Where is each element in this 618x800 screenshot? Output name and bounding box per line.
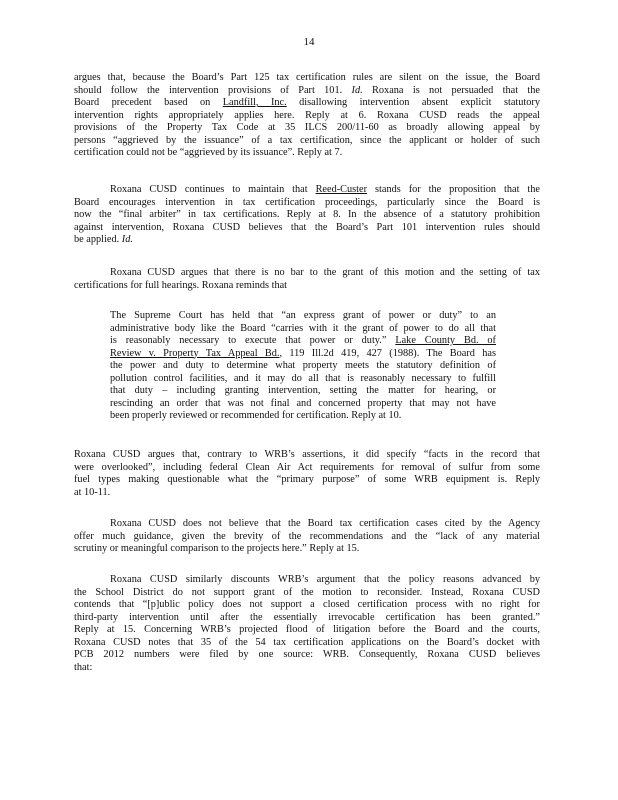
text-line: Board encourages intervention in tax certification proceedings, particularly since the Board is — [74, 196, 540, 208]
text-line: Roxana CUSD argues that there is no bar to the grant of this motion and the setting of tax — [110, 267, 540, 278]
text-line: Roxana CUSD argues that, contrary to WRB’s assertions, it did specify “facts in the record that — [74, 449, 540, 460]
paragraph-facts-overlooked — [74, 449, 540, 499]
text-line: Roxana CUSD does not believe that the Board tax certification cases cited by the Agency — [110, 518, 540, 529]
quote-line: administrative body like the Board “carries with it the grant of power to do all that — [110, 322, 496, 334]
text-line: fuel types making questionable what the “primary purpose” of some WRB equipment is. Reply — [74, 474, 540, 485]
paragraph-policy-reasons — [74, 574, 540, 674]
text-line: certification could not be “aggrieved by its issuance”. Reply at 7. — [74, 147, 343, 158]
text-line: Roxana CUSD continues to maintain that Reed-Custer stands for the proposition that the — [110, 184, 540, 195]
paragraph-intervention-argument — [74, 72, 540, 160]
quote-line: is reasonably necessary to execute that power or duty.” Lake County Bd. of — [110, 335, 496, 346]
citation-id: Id. — [351, 84, 363, 96]
paragraph-no-bar — [74, 267, 540, 292]
case-name-reed-custer: Reed-Custer — [315, 184, 368, 195]
text-line: were overlooked”, including federal Clean Air Act requirements for removal of sulfur from some — [74, 461, 540, 473]
text-line: contends that “[p]ublic policy does not support a closed certification process with no right for — [74, 599, 540, 610]
paragraph-reed-custer — [74, 184, 540, 247]
text-line: scrutiny or meaningful comparison to the projects here.” Reply at 15. — [74, 543, 360, 554]
text-line: argues that, because the Board’s Part 125 tax certification rules are silent on the issue, the Board — [74, 72, 540, 83]
quote-line: the power and duty to determine what property meets the statutory definition of — [110, 360, 496, 371]
page-number: 14 — [303, 36, 315, 48]
text-line: at 10-11. — [74, 486, 111, 498]
text-line: certifications for full hearings. Roxana reminds that — [74, 279, 288, 291]
quote-line: Review v. Property Tax Appeal Bd., 119 Ill.2d 419, 427 (1988). The Board has — [110, 347, 496, 359]
case-name-lake-county-cont: Review v. Property Tax Appeal Bd. — [110, 347, 280, 359]
text-line: Roxana CUSD notes that 35 of the 54 tax certification applications on the Board’s docket with — [74, 636, 540, 648]
quote-line: rescinding an order that was not final and concerned property that may not have — [110, 397, 496, 409]
text-line: against intervention, Roxana CUSD believes that the Board’s Part 101 intervention rules should — [74, 221, 540, 233]
text-line: that: — [74, 661, 93, 673]
text-line: offer much guidance, given the brevity of the recommendations and the “lack of any material — [74, 530, 540, 542]
case-name-lake-county: Lake County Bd. of — [395, 335, 496, 346]
text-line: be applied. Id. — [74, 234, 133, 245]
text-line: PCB 2012 numbers were filed by one source: WRB. Consequently, Roxana CUSD believes — [74, 649, 540, 660]
text-line: persons “aggrieved by the issuance” of a tax certification, since the applicant or holder of such — [74, 134, 540, 146]
citation-id: Id. — [121, 234, 133, 245]
text-line: now the “final arbiter” in tax certifications. Reply at 8. In the absence of a statutory prohibition — [74, 209, 540, 220]
text-line: Roxana CUSD similarly discounts WRB’s argument that the policy reasons advanced by — [110, 574, 540, 585]
block-quote — [110, 310, 496, 423]
text-line: should follow the intervention provisions of Part 101. Id. Roxana is not persuaded that the — [74, 84, 540, 96]
quote-line: pollution control facilities, and it may do all that is reasonably necessary to fulfill — [110, 372, 496, 384]
text-line: provisions of the Property Tax Code at 35 ILCS 200/11-60 as broadly allowing appeal by — [74, 122, 540, 133]
quote-line: that duty – including granting intervention, setting the matter for hearing, or — [110, 385, 496, 396]
quote-line: The Supreme Court has held that “an express grant of power or duty” to an — [110, 310, 496, 321]
quote-line: been properly reviewed or recommended for certification. Reply at 10. — [110, 410, 402, 421]
case-name-landfill: Landfill, Inc. — [222, 97, 287, 108]
text-line: Reply at 15. Concerning WRB’s projected flood of litigation before the Board and the courts, — [74, 624, 540, 635]
text-line: Board precedent based on Landfill, Inc. disallowing intervention absent explicit statutory — [74, 97, 541, 108]
text-line: third-party intervention until after the essentially irrevocable certification has been granted.” — [74, 611, 540, 623]
text-line: the School District do not support grant of the motion to reconsider. Instead, Roxana CUSD — [74, 586, 540, 598]
paragraph-agency-cases — [74, 518, 540, 556]
text-line: intervention rights appropriately applies here. Reply at 6. Roxana CUSD reads the appeal — [74, 109, 540, 121]
